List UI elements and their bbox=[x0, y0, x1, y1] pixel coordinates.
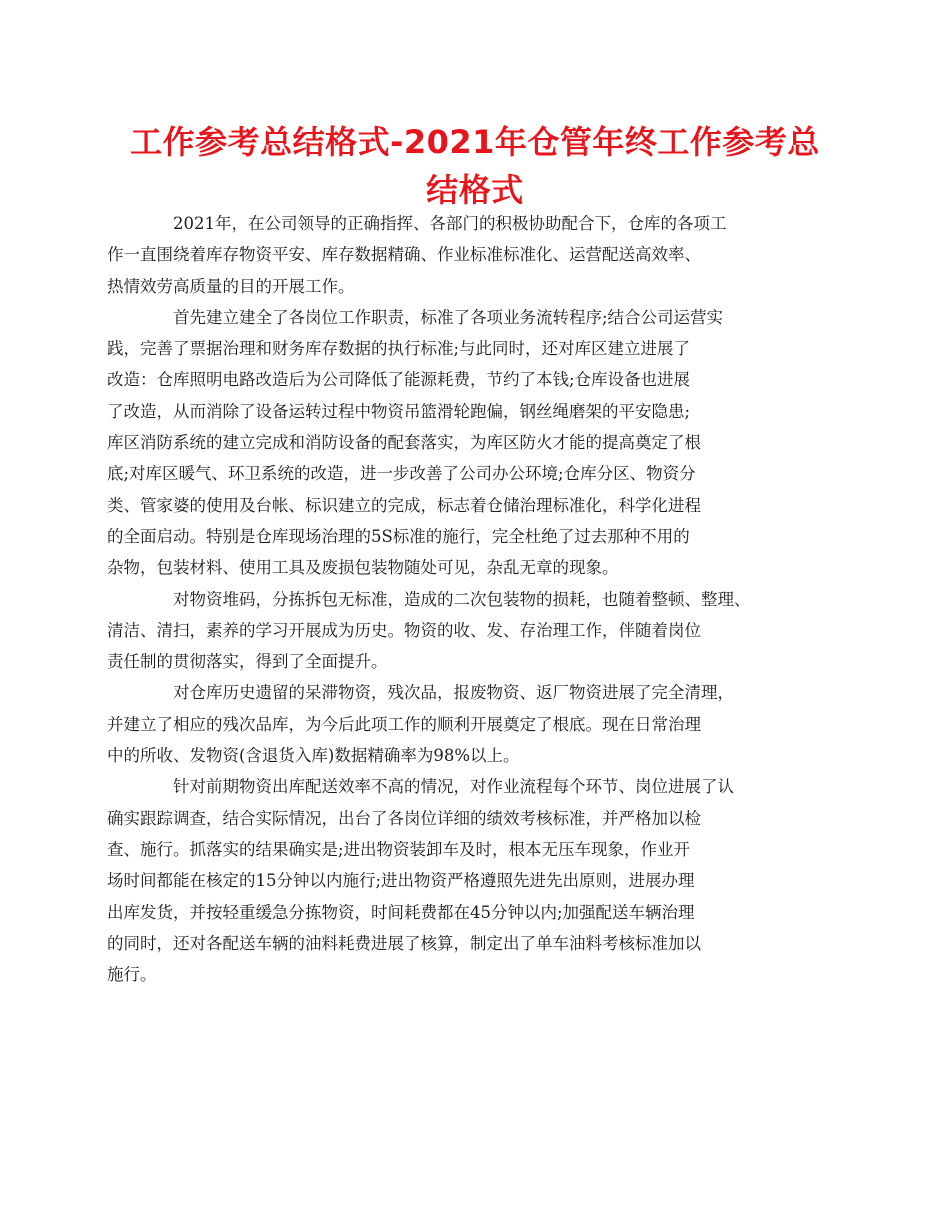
title-line: 工作参考总结格式-2021年仓管年终工作参考总 bbox=[130, 123, 820, 161]
paragraph-4 bbox=[107, 677, 820, 771]
text-line: 了改造，从而消除了设备运转过程中物资吊篮滑轮跑偏，钢丝绳磨架的平安隐患; bbox=[107, 401, 691, 421]
text-line: 查、施行。抓落实的结果确实是;进出物资装卸车及时，根本无压车现象，作业开 bbox=[107, 839, 691, 859]
text-line: 践，完善了票据治理和财务库存数据的执行标准;与此同时，还对库区建立进展了 bbox=[107, 339, 691, 359]
paragraph-1 bbox=[107, 208, 820, 302]
text-line: 对仓库历史遗留的呆滞物资，残次品，报废物资、返厂物资进展了完全清理， bbox=[173, 683, 734, 703]
text-line: 改造：仓库照明电路改造后为公司降低了能源耗费，节约了本钱;仓库设备也进展 bbox=[107, 370, 691, 390]
text-line: 的同时，还对各配送车辆的油料耗费进展了核算，制定出了单车油料考核标准加以 bbox=[107, 933, 701, 953]
text-line: 中的所收、发物资(含退货入库)数据精确率为98%以上。 bbox=[107, 746, 520, 766]
text-line: 责任制的贯彻落实，得到了全面提升。 bbox=[107, 652, 388, 672]
text-line: 类、管家婆的使用及台帐、标识建立的完成，标志着仓储治理标准化，科学化进程 bbox=[107, 495, 701, 515]
text-line: 的全面启动。特别是仓库现场治理的5S标准的施行，完全杜绝了过去那种不用的 bbox=[107, 526, 690, 546]
text-line: 并建立了相应的残次品库，为今后此项工作的顺利开展奠定了根底。现在日常治理 bbox=[107, 714, 701, 734]
text-line: 杂物，包装材料、使用工具及废损包装物随处可见，杂乱无章的现象。 bbox=[107, 558, 619, 578]
text-line: 确实跟踪调查，结合实际情况，出台了各岗位详细的绩效考核标准，并严格加以检 bbox=[107, 808, 701, 828]
text-line: 施行。 bbox=[107, 965, 157, 985]
text-line: 清洁、清扫，素养的学习开展成为历史。物资的收、发、存治理工作，伴随着岗位 bbox=[107, 620, 701, 640]
text-line: 2021年，在公司领导的正确指挥、各部门的积极协助配合下，仓库的各项工 bbox=[173, 214, 727, 233]
text-line: 对物资堆码，分拣拆包无标准，造成的二次包装物的损耗，也随着整顿、整理、 bbox=[173, 589, 751, 609]
text-line: 出库发货，并按轻重缓急分拣物资，时间耗费都在45分钟以内;加强配送车辆治理 bbox=[107, 902, 695, 922]
document-title bbox=[120, 118, 830, 214]
paragraph-3 bbox=[107, 584, 820, 678]
text-line: 作一直围绕着库存物资平安、库存数据精确、作业标准标准化、运营配送高效率、 bbox=[107, 245, 701, 265]
text-line: 首先建立建全了各岗位工作职责，标准了各项业务流转程序;结合公司运营实 bbox=[173, 307, 724, 327]
text-line: 底;对库区暖气、环卫系统的改造，进一步改善了公司办公环境;仓库分区、物资分 bbox=[107, 464, 696, 484]
text-line: 库区消防系统的建立完成和消防设备的配套落实，为库区防火才能的提高奠定了根 bbox=[107, 433, 701, 453]
document-body bbox=[107, 208, 820, 990]
text-line: 针对前期物资出库配送效率不高的情况，对作业流程每个环节、岗位进展了认 bbox=[173, 777, 734, 797]
paragraph-2 bbox=[107, 302, 820, 584]
text-line: 热情效劳高质量的目的开展工作。 bbox=[107, 276, 355, 296]
text-line: 场时间都能在核定的15分钟以内施行;进出物资严格遵照先进先出原则，进展办理 bbox=[107, 871, 695, 891]
paragraph-5 bbox=[107, 771, 820, 990]
title-line: 结格式 bbox=[426, 171, 524, 209]
